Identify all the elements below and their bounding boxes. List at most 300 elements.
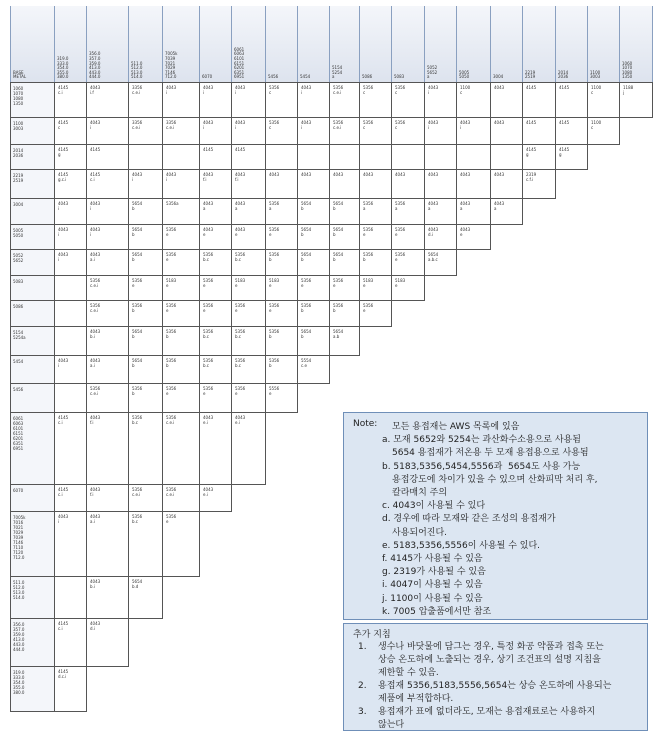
table-cell-text: 3356 c.e.i: [132, 120, 143, 130]
table-cell: [232, 199, 266, 225]
table-cell: [330, 199, 360, 225]
table-cell-text: 5356 a: [395, 201, 406, 211]
column-header: [129, 6, 163, 83]
table-cell: [163, 384, 200, 413]
table-cell-text: 4043 f.i: [235, 172, 246, 182]
row-header: [10, 250, 55, 276]
table-cell: [232, 83, 266, 118]
table-cell-text: 4043 e.i: [203, 487, 214, 497]
table-cell-text: 5356 e: [301, 278, 312, 288]
table-cell: [232, 413, 266, 485]
table-cell-text: 5356 e: [269, 227, 280, 237]
table-cell-text: 5554 c.e: [301, 358, 312, 368]
table-cell: [457, 83, 491, 118]
table-cell: [298, 118, 330, 145]
table-cell-text: 5356 e: [166, 227, 177, 237]
table-cell-text: 5356 c: [363, 120, 374, 130]
column-header: [360, 6, 392, 83]
table-cell: [392, 250, 425, 276]
table-cell: [200, 276, 232, 301]
column-header-text: 5052 5652 a: [427, 65, 438, 80]
table-cell-text: 5356 c.e.i: [333, 85, 344, 95]
table-cell-text: 5356 c.e.i: [333, 120, 344, 130]
table-cell-text: 5356 b: [132, 386, 143, 396]
table-cell-text: 1100 c: [591, 120, 602, 130]
table-cell: [200, 225, 232, 250]
table-cell-text: 4043 f.i: [90, 487, 101, 497]
table-cell-text: 1100 c: [460, 85, 471, 95]
table-cell-text: 5356 e: [235, 386, 246, 396]
table-cell-text: 5356 e: [203, 303, 214, 313]
table-cell-text: 5356 b: [269, 252, 280, 262]
table-cell-text: 4043 a: [428, 201, 439, 211]
row-header: [10, 301, 55, 327]
table-cell-text: 4043 i: [58, 358, 69, 368]
row-header: [10, 667, 55, 712]
table-cell-text: 4043 i: [58, 252, 69, 262]
table-cell: [523, 145, 556, 170]
table-cell: [87, 619, 129, 667]
table-cell: [266, 250, 298, 276]
note-box-line: a. 모재 5652와 5254는 과산화수소용으로 사용됨: [382, 435, 581, 446]
table-cell-text: 5356 e: [269, 303, 280, 313]
table-cell: [588, 118, 620, 145]
table-cell-text: 5356 c.e.i: [132, 487, 143, 497]
table-cell-text: [392, 145, 424, 147]
table-cell: [232, 250, 266, 276]
table-cell: [266, 301, 298, 327]
table-cell: [129, 170, 163, 199]
note-box-line: 사용되어진다.: [392, 527, 448, 538]
extra-guidelines-box-line: 상승 온도하에 노출되는 경우, 상기 조건표의 설명 지침을: [378, 655, 601, 665]
table-cell: [87, 118, 129, 145]
note-box-line: d. 경우에 따라 모재와 같은 조성의 용접재가: [382, 514, 556, 525]
note-box-line: 용접강도에 차이가 있을 수 있으며 산화피막 처리 후,: [392, 474, 598, 485]
column-header: [232, 6, 266, 83]
table-cell: [425, 83, 457, 118]
table-cell-text: [55, 577, 86, 579]
table-cell: [129, 301, 163, 327]
table-cell-text: 5556 e: [269, 386, 280, 396]
row-header-text: 5154 5254a: [13, 330, 26, 340]
table-cell-text: 4043: [395, 172, 406, 177]
table-cell-text: 5356 e: [166, 514, 177, 524]
table-cell: [55, 199, 87, 225]
table-cell: [266, 83, 298, 118]
table-cell-text: 4043 a: [235, 201, 246, 211]
table-cell-text: 4043 b.i: [90, 579, 101, 589]
table-cell-text: 4043: [494, 172, 505, 177]
table-cell: [360, 301, 392, 327]
table-cell-text: [163, 145, 199, 147]
table-cell-text: 5356 a: [269, 201, 280, 211]
table-cell-text: 2319 c.f.i: [526, 172, 537, 182]
column-header: [87, 6, 129, 83]
table-cell: [129, 83, 163, 118]
table-cell-text: 4145: [90, 147, 101, 152]
table-cell-text: 5356 c: [269, 120, 280, 130]
table-cell-text: 5356 b: [132, 303, 143, 313]
row-header: [10, 577, 55, 619]
table-cell: [392, 145, 425, 170]
table-cell-text: 5654 a.b.c: [428, 252, 439, 262]
row-header: [10, 384, 55, 413]
table-cell: [200, 485, 232, 512]
table-cell-text: 5356 e: [333, 278, 344, 288]
table-cell-text: 4145 c.i: [58, 621, 69, 631]
table-cell: [330, 83, 360, 118]
row-header: [10, 145, 55, 170]
table-cell-text: 5183 e: [395, 278, 406, 288]
table-cell-text: 5356 b.c: [235, 329, 246, 339]
row-header-text: 5052 5652: [13, 253, 24, 263]
table-cell: [200, 384, 232, 413]
table-cell-text: 5356 b.c: [203, 252, 214, 262]
table-cell-text: 4043 i: [58, 227, 69, 237]
row-header-text: 6061 6063 6101 6151 6201 6351 6951: [13, 416, 24, 451]
note-box-line: g. 2319가 사용될 수 있음: [382, 567, 486, 578]
table-cell-text: 5654 b: [333, 252, 344, 262]
table-cell-text: 4145 d.c.i: [58, 669, 69, 679]
table-cell: [55, 512, 87, 577]
table-cell-text: 5356 e: [132, 278, 143, 288]
table-cell: [330, 145, 360, 170]
column-header-text: 6061 6063 6101 6151 6201 6351 6951: [234, 46, 245, 80]
table-cell-text: 4145 g: [58, 147, 69, 157]
table-cell: [491, 83, 523, 118]
table-cell: [266, 170, 298, 199]
table-cell-text: 1188 j: [623, 85, 634, 95]
table-cell: [200, 83, 232, 118]
column-header: [200, 6, 232, 83]
table-cell: [55, 145, 87, 170]
table-cell: [163, 327, 200, 356]
column-header-text: 6070: [202, 74, 213, 80]
table-cell-text: 5654 a.b: [333, 329, 344, 339]
column-header: [491, 6, 523, 83]
table-cell-text: 4043 a: [494, 201, 505, 211]
table-cell: [55, 276, 87, 301]
table-cell: [425, 170, 457, 199]
table-cell-text: 4043 a: [203, 201, 214, 211]
table-cell-text: 4043 a.i: [90, 514, 101, 524]
table-cell: [298, 83, 330, 118]
table-cell: [87, 225, 129, 250]
table-cell: [163, 145, 200, 170]
corner-header-text: BASE METAL: [13, 69, 27, 80]
table-cell-text: 5183 e: [269, 278, 280, 288]
table-cell-text: 4043 i: [235, 120, 246, 130]
table-cell-text: 5356 e: [166, 252, 177, 262]
table-cell: [232, 327, 266, 356]
table-cell: [298, 170, 330, 199]
table-cell: [620, 83, 653, 118]
column-header-text: 5154 5254 a: [332, 65, 343, 80]
table-cell-text: 5356 c.e.i: [166, 415, 177, 425]
table-cell-text: 4043 i: [235, 85, 246, 95]
table-cell: [55, 118, 87, 145]
table-cell-text: 5654 b: [132, 227, 143, 237]
table-cell-text: [266, 145, 297, 147]
table-cell-text: 4043 i: [58, 201, 69, 211]
table-cell-text: 5356 c.e.i: [90, 303, 101, 313]
note-box-line: k. 7005 압출품에서만 참조: [382, 606, 492, 617]
table-cell-text: [129, 145, 162, 147]
table-cell-text: 4043 b.i: [90, 329, 101, 339]
table-cell: [163, 485, 200, 512]
table-cell: [232, 145, 266, 170]
table-cell-text: 4043: [363, 172, 374, 177]
table-cell: [298, 199, 330, 225]
table-cell-text: 5356 c: [395, 120, 406, 130]
table-cell: [491, 170, 523, 199]
table-cell: [55, 327, 87, 356]
column-header-text: 5005 5050: [459, 69, 470, 80]
table-cell-text: [330, 145, 359, 147]
table-cell: [523, 118, 556, 145]
table-cell-text: 5356 c: [269, 85, 280, 95]
table-cell: [200, 301, 232, 327]
table-cell-text: 4043 i: [203, 120, 214, 130]
row-header: [10, 356, 55, 384]
table-cell: [491, 145, 523, 170]
extra-guidelines-box-title: 추가 지침: [353, 630, 391, 640]
extra-guidelines-box-line: 3. 용접재가 표에 없더라도, 모재는 용접재료로는 사용하지: [358, 707, 596, 717]
table-cell: [129, 413, 163, 485]
extra-guidelines-box-line: 2. 용접재 5356,5183,5556,5654는 상승 온도하에 사용되는: [358, 681, 612, 691]
table-cell-text: 5356 c: [363, 85, 374, 95]
row-header-text: 2219 2519: [13, 173, 24, 183]
table-cell-text: 4043 i: [90, 227, 101, 237]
table-cell: [298, 327, 330, 356]
column-header: [392, 6, 425, 83]
extra-guidelines-box-line: 제품에 부적합하다.: [378, 694, 454, 704]
table-cell-text: 5356 b: [333, 303, 344, 313]
table-cell: [392, 170, 425, 199]
table-cell-text: 4145: [526, 85, 537, 90]
column-header: [556, 6, 588, 83]
table-cell-text: 5356 e: [166, 386, 177, 396]
table-cell-text: 4043: [333, 172, 344, 177]
table-cell: [266, 225, 298, 250]
table-cell-text: 5356 b.c: [203, 329, 214, 339]
note-box: [343, 412, 648, 620]
table-cell-text: 4043 i: [166, 172, 177, 182]
table-cell-text: 5356 b.c: [203, 358, 214, 368]
table-cell: [392, 118, 425, 145]
row-header-text: 3004: [13, 202, 24, 207]
row-header-text: 7005k 7016 7021 7029 7039 7146 7110 7120 712.0: [13, 515, 26, 560]
row-header-text: 2014 2036: [13, 148, 24, 158]
corner-header: [10, 6, 55, 83]
table-cell-text: 4043 i: [428, 120, 439, 130]
table-cell: [163, 512, 200, 577]
table-cell-text: 5356 e: [363, 227, 374, 237]
table-cell: [330, 118, 360, 145]
table-cell: [55, 577, 87, 619]
table-cell: [87, 512, 129, 577]
table-cell-text: 5654 b: [333, 201, 344, 211]
column-header: [588, 6, 620, 83]
column-header-text: 511.0 512.0 513.0 514.0: [131, 60, 143, 80]
table-cell: [425, 118, 457, 145]
row-header: [10, 276, 55, 301]
note-box-line: e. 5183,5356,5556이 사용될 수 있다.: [382, 540, 540, 551]
table-cell-text: 4145 c: [58, 120, 69, 130]
table-cell: [523, 83, 556, 118]
table-cell: [200, 327, 232, 356]
table-cell: [129, 512, 163, 577]
table-cell: [266, 384, 298, 413]
table-cell: [200, 250, 232, 276]
table-cell-text: 4145 c.i: [90, 172, 101, 182]
table-cell: [392, 276, 425, 301]
table-cell-text: 4043 e: [203, 227, 214, 237]
row-header: [10, 83, 55, 118]
table-cell: [266, 145, 298, 170]
table-cell-text: 4043 i: [301, 85, 312, 95]
table-cell-text: 5356 b.c: [132, 415, 143, 425]
table-cell: [232, 384, 266, 413]
table-cell: [163, 170, 200, 199]
column-header: [163, 6, 200, 83]
table-cell-text: 5356 e: [166, 303, 177, 313]
table-cell: [491, 118, 523, 145]
row-header-text: 6070: [13, 488, 24, 493]
note-box-line: 칼라매치 주의: [392, 488, 448, 498]
column-header-text: 5086: [362, 74, 373, 80]
table-cell-text: 4145: [235, 147, 246, 152]
table-cell: [425, 145, 457, 170]
table-cell-text: 4043 i: [90, 120, 101, 130]
row-header-text: 511.0 512.0 513.0 514.0: [13, 580, 25, 600]
table-cell-text: 5356 b: [269, 329, 280, 339]
table-cell-text: 4043: [428, 172, 439, 177]
table-cell: [129, 327, 163, 356]
column-header-text: 2014 2036: [558, 69, 569, 80]
table-cell: [163, 225, 200, 250]
table-cell-text: 5356 a: [363, 201, 374, 211]
table-cell: [392, 83, 425, 118]
table-cell: [457, 170, 491, 199]
table-cell: [360, 83, 392, 118]
table-cell: [491, 199, 523, 225]
table-cell: [360, 276, 392, 301]
table-cell-text: 4145 c.i: [58, 85, 69, 95]
table-cell: [55, 250, 87, 276]
table-cell-text: 4145: [559, 120, 570, 125]
table-cell: [360, 250, 392, 276]
table-cell: [163, 118, 200, 145]
table-cell: [129, 356, 163, 384]
extra-guidelines-box-line: 않는다: [378, 720, 405, 730]
table-cell: [457, 118, 491, 145]
row-header-text: 1060 1070 1080 1350: [13, 86, 24, 106]
table-cell-text: 4043 a.i: [90, 358, 101, 368]
table-cell: [87, 83, 129, 118]
table-cell: [129, 276, 163, 301]
table-cell: [360, 170, 392, 199]
row-header-text: 1100 3003: [13, 121, 24, 131]
row-header-text: 5083: [13, 279, 24, 284]
table-cell: [232, 118, 266, 145]
extra-guidelines-box-line: 1. 생수나 바닷물에 담그는 경우, 특정 화공 약품과 접촉 또는: [358, 642, 604, 652]
row-header: [10, 485, 55, 512]
table-cell-text: 5356 b: [301, 303, 312, 313]
table-cell-text: 5654 b: [301, 227, 312, 237]
column-header-text: 2219 2519: [525, 69, 536, 80]
table-cell: [87, 250, 129, 276]
row-header-text: 319.0 333.0 354.0 355.0 380.0: [13, 670, 25, 695]
table-cell: [55, 485, 87, 512]
table-cell-text: 5356 e: [235, 303, 246, 313]
table-cell: [200, 199, 232, 225]
table-cell-text: 4043 f.i: [203, 172, 214, 182]
column-header-text: 1060 1070 1080 1350: [622, 60, 633, 80]
table-cell: [232, 170, 266, 199]
column-header-text: 319.0 333.0 354.0 355.0 380.0: [57, 56, 69, 80]
table-cell: [163, 413, 200, 485]
table-cell: [55, 384, 87, 413]
table-cell-text: 4043 i: [90, 201, 101, 211]
column-header-text: 5083: [394, 74, 405, 80]
table-cell-text: [360, 145, 391, 147]
table-cell: [129, 145, 163, 170]
extra-guidelines-box-line: 제한할 수 있음.: [378, 668, 439, 678]
table-cell-text: 5356 b.c: [235, 358, 246, 368]
row-header-text: 5454: [13, 359, 24, 364]
table-cell-text: 5654 b: [132, 252, 143, 262]
table-cell-text: 4043: [301, 172, 312, 177]
column-header-text: 5456: [268, 74, 279, 80]
table-cell-text: 4145 g: [526, 147, 537, 157]
table-cell-text: 5356 b: [363, 252, 374, 262]
table-cell: [360, 199, 392, 225]
table-cell-text: 4043 i: [166, 85, 177, 95]
table-cell-text: 4145: [203, 147, 214, 152]
table-cell: [298, 250, 330, 276]
table-cell: [129, 199, 163, 225]
table-cell-text: 5356 e: [395, 252, 406, 262]
table-cell-text: 4043 d.i: [428, 227, 439, 237]
row-header-text: 5086: [13, 304, 24, 309]
table-cell: [55, 619, 87, 667]
table-cell: [298, 145, 330, 170]
table-cell-text: 5356 b: [166, 358, 177, 368]
column-header: [298, 6, 330, 83]
table-cell: [266, 199, 298, 225]
table-cell: [87, 301, 129, 327]
table-cell-text: 5356 b: [166, 329, 177, 339]
table-cell: [163, 276, 200, 301]
table-cell: [556, 118, 588, 145]
table-cell: [200, 145, 232, 170]
column-header: [425, 6, 457, 83]
note-box-line: c. 4043이 사용될 수 있다: [382, 501, 486, 512]
table-cell: [87, 145, 129, 170]
table-cell-text: 5356 e: [203, 278, 214, 288]
table-cell-text: [55, 276, 86, 278]
table-cell-text: 4043 f.i: [90, 415, 101, 425]
table-cell-text: 4043 e.i: [235, 415, 246, 425]
table-cell: [55, 225, 87, 250]
table-cell-text: 5356 e: [203, 386, 214, 396]
row-header: [10, 170, 55, 199]
table-cell-text: 5356 e: [395, 227, 406, 237]
table-cell: [87, 384, 129, 413]
table-cell-text: 5356 b.c: [132, 514, 143, 524]
table-cell: [360, 118, 392, 145]
